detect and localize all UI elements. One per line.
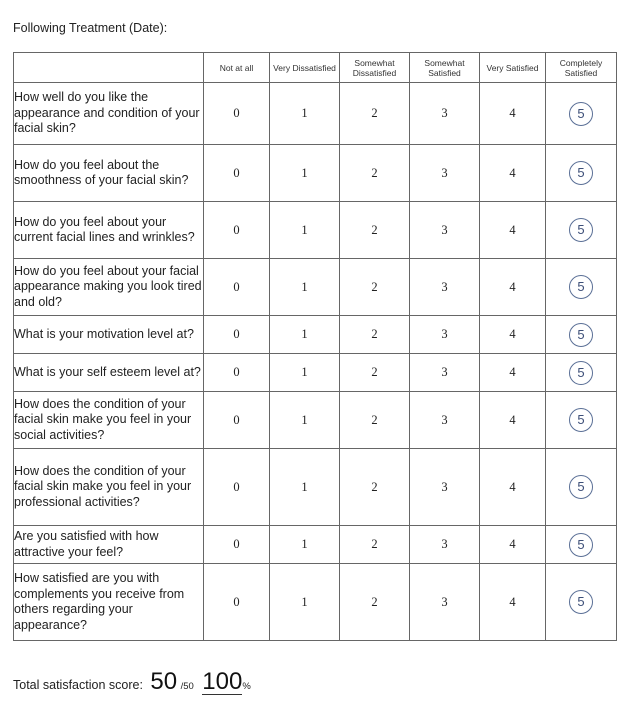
- treatment-date-heading: Following Treatment (Date):: [13, 21, 168, 35]
- rating-cell[interactable]: 1: [270, 83, 340, 145]
- rating-cell[interactable]: 3: [410, 316, 480, 354]
- rating-cell[interactable]: 4: [480, 526, 546, 564]
- total-score-value: 50: [150, 668, 178, 695]
- column-header: Somewhat Satisfied: [410, 53, 480, 83]
- circled-rating: 5: [569, 361, 593, 385]
- rating-cell[interactable]: [546, 83, 617, 145]
- circled-rating: 5: [569, 590, 593, 614]
- column-header: Very Dissatisfied: [270, 53, 340, 83]
- rating-cell[interactable]: 2: [340, 449, 410, 526]
- rating-cell[interactable]: 0: [204, 259, 270, 316]
- rating-cell[interactable]: 1: [270, 202, 340, 259]
- total-percent-value: 100: [202, 668, 243, 695]
- circled-rating: 5: [569, 533, 593, 557]
- rating-cell[interactable]: 0: [204, 316, 270, 354]
- question-text: How do you feel about your current facial lines and wrinkles?: [14, 202, 204, 259]
- rating-cell[interactable]: 3: [410, 564, 480, 641]
- question-row: [14, 449, 617, 526]
- circled-rating: 5: [569, 323, 593, 347]
- column-header: Very Satisfied: [480, 53, 546, 83]
- question-text: What is your self esteem level at?: [14, 354, 204, 392]
- rating-cell[interactable]: 2: [340, 202, 410, 259]
- rating-cell[interactable]: [546, 316, 617, 354]
- rating-cell[interactable]: [546, 145, 617, 202]
- rating-cell[interactable]: 4: [480, 564, 546, 641]
- circled-rating: 5: [569, 408, 593, 432]
- rating-cell[interactable]: 4: [480, 202, 546, 259]
- rating-cell[interactable]: 2: [340, 83, 410, 145]
- question-text: How do you feel about the smoothness of your facial skin?: [14, 145, 204, 202]
- rating-cell[interactable]: 2: [340, 392, 410, 449]
- question-text: How well do you like the appearance and condition of your facial skin?: [14, 83, 204, 145]
- question-text: How does the condition of your facial skin make you feel in your social activities?: [14, 392, 204, 449]
- question-column-header: [14, 53, 204, 83]
- circled-rating: 5: [569, 218, 593, 242]
- rating-cell[interactable]: 1: [270, 564, 340, 641]
- rating-cell[interactable]: [546, 202, 617, 259]
- header-row: [14, 53, 617, 83]
- rating-cell[interactable]: 1: [270, 526, 340, 564]
- rating-cell[interactable]: 3: [410, 526, 480, 564]
- rating-cell[interactable]: 1: [270, 354, 340, 392]
- total-score-max: /50: [180, 681, 194, 692]
- rating-cell[interactable]: 4: [480, 316, 546, 354]
- rating-cell[interactable]: 1: [270, 145, 340, 202]
- rating-cell[interactable]: 3: [410, 145, 480, 202]
- rating-cell[interactable]: 0: [204, 145, 270, 202]
- rating-cell[interactable]: 1: [270, 392, 340, 449]
- column-header: Completely Satisfied: [546, 53, 617, 83]
- question-row: [14, 83, 617, 145]
- rating-cell[interactable]: 0: [204, 392, 270, 449]
- percent-sign: %: [242, 681, 251, 692]
- column-header: Not at all: [204, 53, 270, 83]
- rating-cell[interactable]: 3: [410, 354, 480, 392]
- rating-cell[interactable]: 0: [204, 449, 270, 526]
- rating-cell[interactable]: 3: [410, 202, 480, 259]
- column-header: Somewhat Dissatisfied: [340, 53, 410, 83]
- question-row: [14, 202, 617, 259]
- rating-cell[interactable]: 1: [270, 259, 340, 316]
- question-row: [14, 526, 617, 564]
- rating-cell[interactable]: [546, 259, 617, 316]
- rating-cell[interactable]: 0: [204, 354, 270, 392]
- rating-cell[interactable]: [546, 354, 617, 392]
- question-row: [14, 316, 617, 354]
- rating-cell[interactable]: 4: [480, 259, 546, 316]
- question-text: How satisfied are you with complements you receive from others regarding your appearance?: [14, 564, 204, 641]
- rating-cell[interactable]: 1: [270, 449, 340, 526]
- rating-cell[interactable]: 1: [270, 316, 340, 354]
- total-score-line: [13, 668, 251, 696]
- rating-cell[interactable]: [546, 564, 617, 641]
- circled-rating: 5: [569, 161, 593, 185]
- circled-rating: 5: [569, 475, 593, 499]
- rating-cell[interactable]: 2: [340, 316, 410, 354]
- rating-cell[interactable]: 2: [340, 526, 410, 564]
- rating-cell[interactable]: 3: [410, 83, 480, 145]
- question-row: [14, 354, 617, 392]
- rating-cell[interactable]: 0: [204, 83, 270, 145]
- satisfaction-table: [13, 52, 617, 641]
- rating-cell[interactable]: 3: [410, 449, 480, 526]
- rating-cell[interactable]: 3: [410, 392, 480, 449]
- rating-cell[interactable]: 3: [410, 259, 480, 316]
- question-row: [14, 392, 617, 449]
- rating-cell[interactable]: [546, 449, 617, 526]
- question-row: [14, 145, 617, 202]
- question-row: [14, 259, 617, 316]
- rating-cell[interactable]: 0: [204, 564, 270, 641]
- rating-cell[interactable]: [546, 526, 617, 564]
- total-score-label: Total satisfaction score:: [13, 678, 143, 692]
- rating-cell[interactable]: 4: [480, 83, 546, 145]
- rating-cell[interactable]: 0: [204, 202, 270, 259]
- rating-cell[interactable]: 2: [340, 354, 410, 392]
- question-text: Are you satisfied with how attractive your feel?: [14, 526, 204, 564]
- rating-cell[interactable]: 4: [480, 145, 546, 202]
- circled-rating: 5: [569, 275, 593, 299]
- rating-cell[interactable]: 2: [340, 259, 410, 316]
- rating-cell[interactable]: 4: [480, 354, 546, 392]
- rating-cell[interactable]: 2: [340, 145, 410, 202]
- question-text: What is your motivation level at?: [14, 316, 204, 354]
- question-text: How do you feel about your facial appearance making you look tired and old?: [14, 259, 204, 316]
- rating-cell[interactable]: 2: [340, 564, 410, 641]
- rating-cell[interactable]: 0: [204, 526, 270, 564]
- rating-cell[interactable]: 4: [480, 449, 546, 526]
- question-row: [14, 564, 617, 641]
- circled-rating: 5: [569, 102, 593, 126]
- rating-cell[interactable]: 4: [480, 392, 546, 449]
- rating-cell[interactable]: [546, 392, 617, 449]
- question-text: How does the condition of your facial skin make you feel in your professional activities?: [14, 449, 204, 526]
- survey-body: [14, 83, 617, 641]
